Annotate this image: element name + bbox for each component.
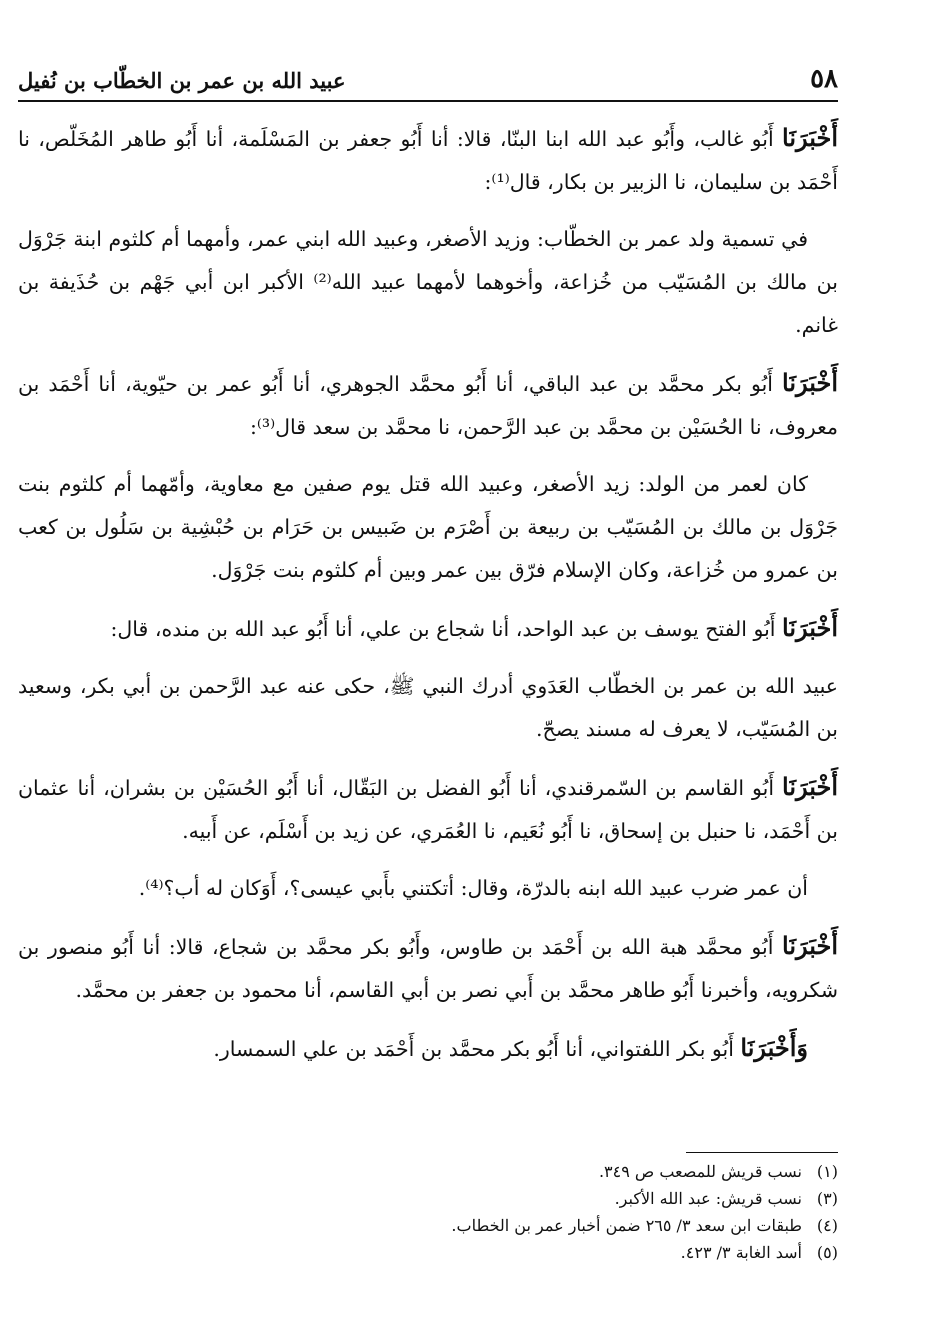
paragraph (18, 924, 838, 1012)
footnote-number: (١) (816, 1162, 838, 1181)
paragraph-text: أَبُو غالب، وأَبُو عبد الله ابنا البنّا، قالا: أنا أَبُو جعفر بن المَسْلَمة، أنا أَبُو طاهر المُخَلّص، نا أَحْمَد بن سليمان، نا الزبير بن بكار، قال⁽¹⁾: (18, 127, 838, 194)
paragraph (18, 218, 838, 347)
document-page (18, 0, 838, 1344)
akhbarana-keyword: أَخْبَرَنَا (782, 613, 838, 642)
akhbarana-keyword: أَخْبَرَنَا (782, 772, 838, 801)
footnote-text: طبقات ابن سعد ٣/ ٢٦٥ ضمن أخبار عمر بن الخطاب. (451, 1216, 802, 1235)
paragraph-text: عبيد الله بن عمر بن الخطّاب العَدَوي أدرك النبي ﷺ، حكى عنه عبد الرَّحمن بن أبي بكر، وسعيد بن المُسَيّب، لا يعرف له مسند يصحّ. (18, 674, 838, 741)
header-divider (18, 100, 838, 102)
footnote-divider (686, 1152, 838, 1153)
paragraph (18, 463, 838, 592)
paragraph-text: كان لعمر من الولد: زيد الأصغر، وعبيد الله قتل يوم صفين مع معاوية، وأمّهما أم كلثوم بنت جَرْوَل بن مالك بن المُسَيّب بن ربيعة بن أَصْرَم بن ضَبيس بن حَرَام بن حُبْشِية بن سَلُول بن كعب بن عمرو من خُزاعة، وكان الإسلام فرّق بين عمر وبين أم كلثوم بنت جَرْوَل. (18, 472, 838, 582)
paragraph (18, 361, 838, 449)
footnote (18, 1212, 838, 1239)
paragraph-text: أَبُو بكر محمَّد بن عبد الباقي، أنا أَبُو محمَّد الجوهري، أنا أَبُو عمر بن حيّوية، أنا أَحْمَد بن معروف، نا الحُسَيْن بن محمَّد بن عبد الرَّحمن، نا محمَّد بن سعد قال⁽³⁾: (18, 372, 838, 439)
footnote-text: نسب قريش للمصعب ص ٣٤٩. (598, 1162, 802, 1181)
paragraph-text: أَبُو محمَّد هبة الله بن أَحْمَد بن طاوس، وأَبُو بكر محمَّد بن شجاع، قالا: أنا أَبُو منصور بن شكرويه، وأخبرنا أَبُو طاهر محمَّد بن أَبي نصر بن أبي القاسم، أنا محمود بن جعفر بن محمَّد. (18, 935, 838, 1002)
paragraph-text: في تسمية ولد عمر بن الخطّاب: وزيد الأصغر، وعبيد الله ابني عمر، وأمهما أم كلثوم ابنة جَرْوَل بن مالك بن المُسَيّب من خُزاعة، وأخوهما لأمهما عبيد الله⁽²⁾ الأكبر ابن أبي جَهْم بن حُذَيفة بن غانم. (18, 227, 838, 337)
footnote-text: أسد الغابة ٣/ ٤٢٣. (680, 1243, 802, 1262)
akhbarana-keyword: وَأَخْبَرَنَا (740, 1033, 808, 1062)
footnote-number: (٤) (816, 1216, 838, 1235)
paragraph (18, 867, 838, 910)
footnote-text: نسب قريش: عبد الله الأكبر. (614, 1189, 802, 1208)
running-head (18, 62, 838, 102)
akhbarana-keyword: أَخْبَرَنَا (782, 123, 838, 152)
footnotes (18, 1158, 838, 1266)
footnote (18, 1185, 838, 1212)
paragraph-text: أَبُو الفتح يوسف بن عبد الواحد، أنا شجاع بن علي، أنا أَبُو عبد الله بن منده، قال: (110, 617, 783, 641)
footnote-number: (٣) (816, 1189, 838, 1208)
paragraph (18, 665, 838, 751)
paragraph (18, 606, 838, 651)
footnote (18, 1158, 838, 1185)
paragraph (18, 1026, 838, 1071)
page-number: ٥٨ (810, 64, 838, 94)
footnote-number: (٥) (816, 1243, 838, 1262)
paragraph (18, 765, 838, 853)
paragraph-text: أن عمر ضرب عبيد الله ابنه بالدرّة، وقال: أتكتني بأَبي عيسى؟، أَوَكان له أب؟⁽⁴⁾. (138, 876, 808, 900)
paragraph-text: أَبُو القاسم بن السّمرقندي، أنا أَبُو الفضل بن البَقّال، أنا أَبُو الحُسَيْن بن بشران، أنا عثمان بن أَحْمَد، نا حنبل بن إسحاق، نا أَبُو نُعَيم، نا العُمَري، عن زيد بن أَسْلَم، عن أَبيه. (18, 776, 838, 843)
paragraph-text: أَبُو بكر اللفتواني، أنا أَبُو بكر محمَّد بن أَحْمَد بن علي السمسار. (213, 1037, 741, 1061)
akhbarana-keyword: أَخْبَرَنَا (782, 368, 838, 397)
running-head-title: عبيد الله بن عمر بن الخطّاب بن نُفيل (18, 68, 346, 93)
paragraph (18, 116, 838, 204)
akhbarana-keyword: أَخْبَرَنَا (782, 931, 838, 960)
footnote (18, 1239, 838, 1266)
body-text (18, 116, 838, 1085)
